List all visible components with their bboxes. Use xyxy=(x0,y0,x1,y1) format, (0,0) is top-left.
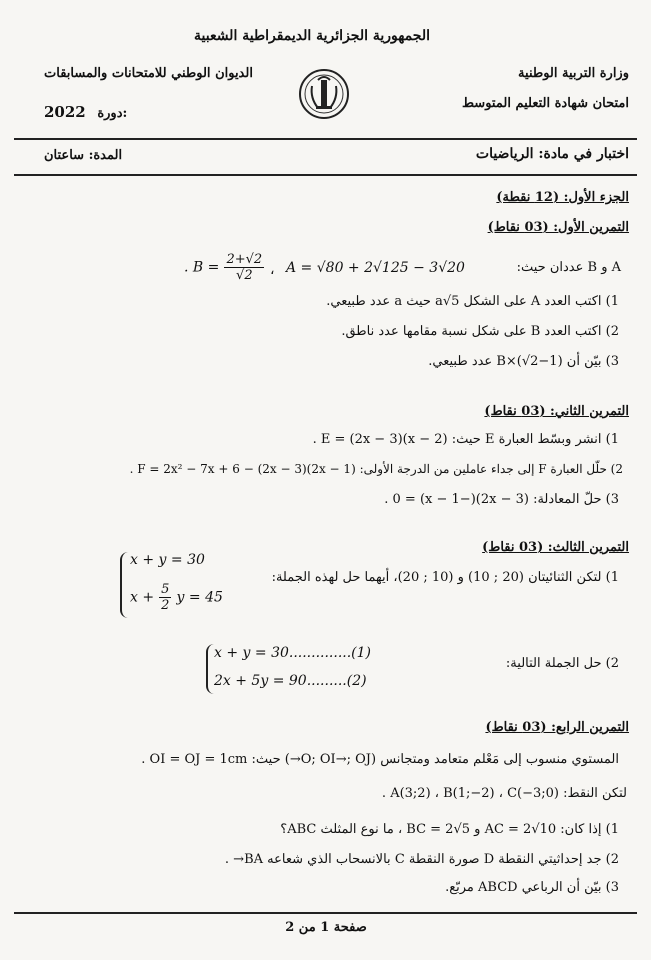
divider xyxy=(14,174,637,176)
expr-B-lhs: . B = xyxy=(184,259,220,276)
expr-B-denominator: √2 xyxy=(236,268,253,283)
sys1-eq2-a: x + xyxy=(130,589,155,606)
ex3-title: التمرين الثالث: (03 نقاط) xyxy=(482,540,629,555)
sys1-eq1: x + y = 30 xyxy=(130,552,205,568)
subject-line: اختبار في مادة: الرياضيات xyxy=(475,146,629,162)
ministry-name: وزارة التربية الوطنية xyxy=(518,66,629,81)
sys1-eq2 xyxy=(130,582,223,613)
sys2-eq2: 2x + 5y = 90.........(2) xyxy=(214,673,367,689)
exam-name: امتحان شهادة التعليم المتوسط xyxy=(461,96,629,111)
ex2-q1: 1) انشر وبسّط العبارة E حيث: E = (2x − 3)(x − 2) . xyxy=(312,432,619,447)
expr-B-numerator: 2+√2 xyxy=(226,252,263,267)
ex4-q1: 1) إذا كان: AC = 2√10 و BC = 2√5 ، ما نوع المثلث ABC؟ xyxy=(280,822,619,837)
ex1-intro: A و B عددان حيث: xyxy=(516,260,621,275)
system1-brace xyxy=(120,552,130,618)
page-number: صفحة 1 من 2 xyxy=(285,920,367,935)
sys1-eq2-b: y = 45 xyxy=(176,589,223,606)
ex4-q2: 2) جد إحداثيتي النقطة D صورة النقطة C بالانسحاب الذي شعاعه BA→ . xyxy=(224,852,619,867)
ex3-q2: 2) حل الجملة التالية: xyxy=(505,656,619,671)
divider xyxy=(14,912,637,914)
sys2-eq1: x + y = 30..............(1) xyxy=(214,645,372,661)
republic-title: الجمهورية الجزائرية الديمقراطية الشعبية xyxy=(193,28,430,44)
ex4-intro: المستوي منسوب إلى مَعْلم متعامد ومتجانس (O; OI→; OJ→) حيث: OI = OJ = 1cm . xyxy=(141,752,619,767)
ex1-q1: 1) اكتب العدد A على الشكل a√5 حيث a عدد طبيعي. xyxy=(326,294,619,309)
ex2-q2: 2) حلّل العبارة F إلى جداء عاملين من الدرجة الأولى: F = 2x² − 7x + 6 − (2x − 3)(2x − 1) . xyxy=(129,462,623,476)
ex2-q3: 3) حلّ المعادلة: (2x − 3)(−x − 1) = 0 . xyxy=(384,492,619,507)
ex1-expr-B xyxy=(184,252,264,283)
ex2-title: التمرين الثاني: (03 نقاط) xyxy=(484,404,629,419)
emblem-icon xyxy=(298,64,350,124)
ex1-q2: 2) اكتب العدد B على شكل نسبة مقامها عدد ناطق. xyxy=(341,324,619,339)
emblem-logo xyxy=(298,64,350,124)
ex4-q3: 3) بيّن أن الرباعي ABCD مربّع. xyxy=(445,880,619,895)
session-label: دورة: xyxy=(97,106,128,121)
divider xyxy=(14,138,637,140)
office-name: الديوان الوطني للامتحانات والمسابقات xyxy=(44,66,253,81)
ex1-title: التمرين الأول: (03 نقاط) xyxy=(487,220,629,235)
part1-title: الجزء الأول: (12 نقطة) xyxy=(496,190,629,205)
session-line xyxy=(44,102,127,121)
session-year: 2022 xyxy=(44,103,86,121)
sys1-frac-den: 2 xyxy=(161,598,170,613)
sys1-frac-num: 5 xyxy=(161,582,170,597)
ex1-q3: 3) بيّن أن B×(√2−1) عدد طبيعي. xyxy=(428,354,619,369)
ex1-expr-A: A = √80 + 2√125 − 3√20 xyxy=(286,260,465,276)
duration-line: المدة: ساعتان xyxy=(44,148,123,163)
ex4-points: لتكن النقط: A(3;2) ، B(1;−2) ، C(−3;0) . xyxy=(381,786,627,801)
ex3-q1: 1) لتكن الثنائيتان (20 ; 10) و (10 ; 20)، أيهما حل لهذه الجملة: xyxy=(271,570,619,585)
ex4-title: التمرين الرابع: (03 نقاط) xyxy=(485,720,629,735)
ex1-sep: ، xyxy=(270,262,275,278)
